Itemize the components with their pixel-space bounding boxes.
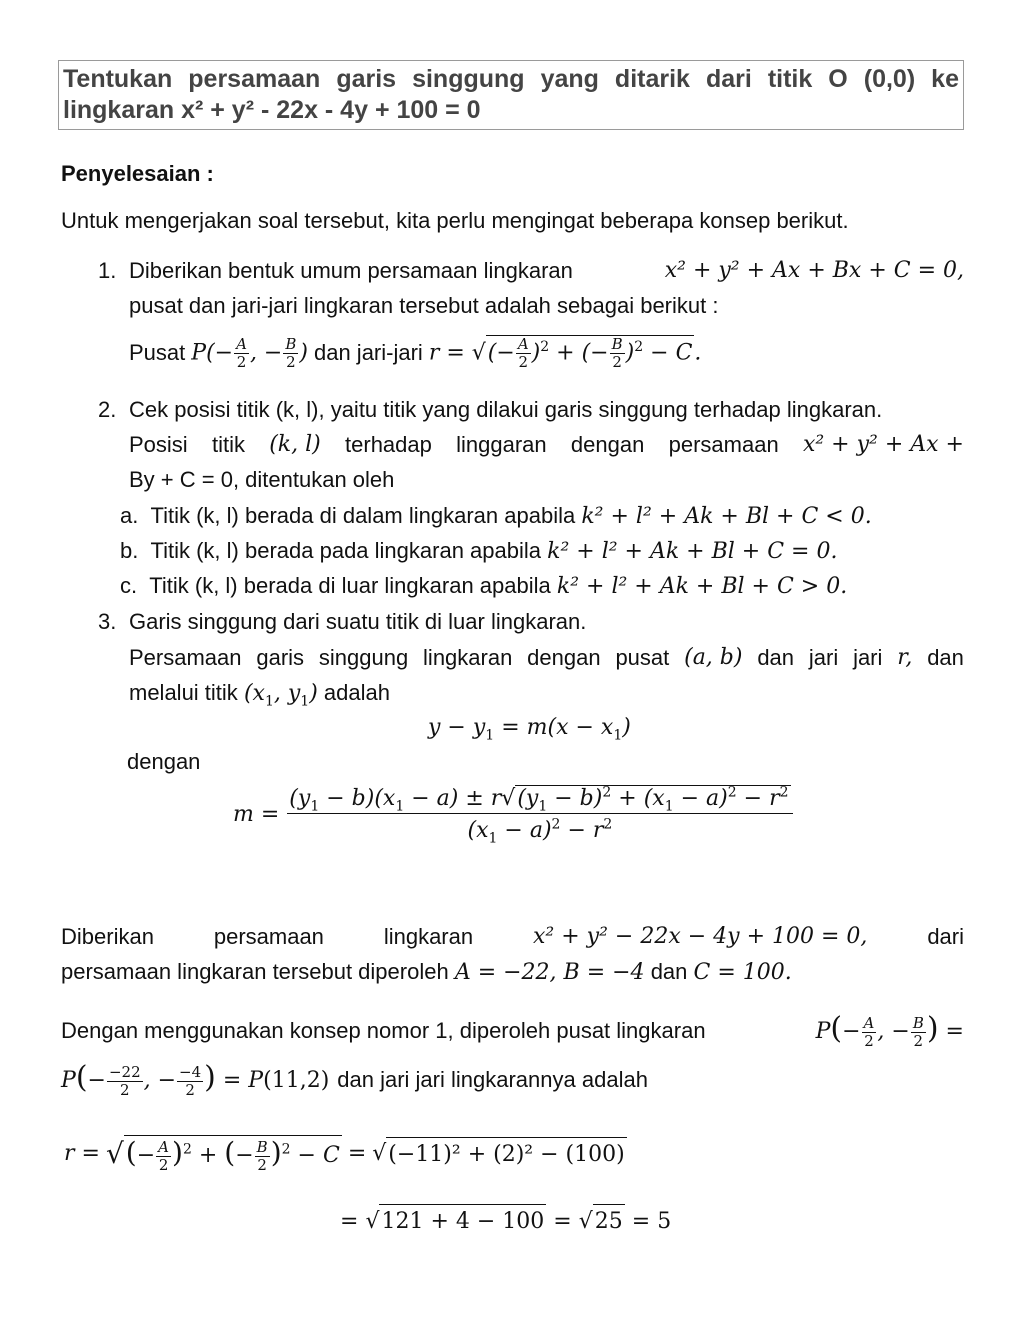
word: singgung <box>318 645 409 670</box>
text: Dengan menggunakan konsep nomor 1, diperoleh pusat lingkaran <box>61 1017 706 1043</box>
text: dan <box>650 959 688 984</box>
radius-sqrt25: 25 <box>593 1204 625 1239</box>
concept-1-general-equation: x² + y² + Ax + Bx + C = 0, <box>664 258 964 283</box>
text: adalah <box>323 680 390 705</box>
word: lingkaran <box>423 645 513 670</box>
subitem-c <box>120 569 847 604</box>
word: pusat <box>615 645 670 670</box>
intro-text: Untuk mengerjakan soal tersebut, kita perlu mengingat beberapa konsep berikut. <box>61 208 849 233</box>
given-line-1 <box>61 920 964 954</box>
problem-line-1: Tentukan persamaan garis singgung yang ditarik dari titik O (0,0) ke <box>63 65 959 93</box>
word: persamaan <box>213 924 324 949</box>
radius-formula: r = √(− $\frac{A}{2}$ )$^2$ + (− $\frac{B}{2}$ )$^2$ − C. <box>428 335 702 371</box>
word: dan <box>927 645 964 670</box>
radius-line-2: = √121 + 4 − 100 = √25 = 5 <box>340 1204 671 1239</box>
radius-line-1: r = √ (− $\frac{A}{2}$ )$^2$ + (− $\frac{B}{2}$ )$^2$ − C = √ (−11)² + (2)² − (100) <box>64 1136 625 1174</box>
center-ab: (a, b) <box>684 645 743 670</box>
concept-3-line-2 <box>129 641 964 675</box>
circle-equation: x² + y² − 22x − 4y + 100 = 0, <box>533 924 868 949</box>
concept-1-line-1 <box>129 254 964 288</box>
point-x1y1: ($x_1$, $y_1$) <box>243 681 318 710</box>
concept-3-line-3 <box>129 676 390 711</box>
center-formula: P(− $\frac{A}{2}$ , − $\frac{B}{2}$ ) <box>191 334 308 371</box>
word: dengan <box>527 645 601 670</box>
subitem-math: k² + l² + Ak + Bl + C < 0. <box>581 504 872 529</box>
radius-r: r, <box>897 645 913 670</box>
radius-result: = 5 <box>631 1209 672 1234</box>
subitem-text: Titik (k, l) berada di dalam lingkaran apabila <box>150 503 576 528</box>
subitem-letter: a. <box>120 503 139 528</box>
concept-2-line-3: By + C = 0, ditentukan oleh <box>129 467 395 492</box>
concept-3-line-1: Garis singgung dari suatu titik di luar lingkaran. <box>129 609 587 634</box>
center-formula-general: P(− $\frac{A}{2}$ , − $\frac{B}{2}$ ) = <box>815 1011 964 1050</box>
given-line-2 <box>61 955 792 990</box>
text: dan jari jari lingkarannya adalah <box>337 1066 648 1092</box>
word: Posisi <box>129 432 188 457</box>
subitem-math: k² + l² + Ak + Bl + C = 0. <box>547 539 838 564</box>
word: jari <box>853 645 883 670</box>
word: dari <box>927 924 964 949</box>
concept-1-number: 1. <box>98 258 117 283</box>
coefficients-ab: A = −22, B = −4 <box>454 960 645 985</box>
subitem-text: Titik (k, l) berada pada lingkaran apabila <box>150 538 541 563</box>
solution-heading: Penyelesaian : <box>61 161 214 186</box>
problem-statement <box>58 60 964 130</box>
center-line-1 <box>61 1012 964 1050</box>
word: garis <box>256 645 305 670</box>
subitem-math: k² + l² + Ak + Bl + C > 0. <box>556 574 848 599</box>
concept-1-line-2: pusat dan jari-jari lingkaran tersebut adalah sebagai berikut : <box>129 293 719 318</box>
tangent-line-equation: $y - y_1 = m(x - x_1)$ <box>428 715 631 744</box>
subitem-letter: c. <box>120 573 138 598</box>
word: titik <box>211 432 245 457</box>
word: linggaran <box>456 432 547 457</box>
text: melalui titik <box>129 680 238 705</box>
word: terhadap <box>345 432 432 457</box>
point-kl: (k, l) <box>269 432 321 457</box>
connector-text: dengan <box>127 749 201 774</box>
word: Persamaan <box>129 645 242 670</box>
coefficient-c: C = 100. <box>693 960 792 985</box>
concept-2-line-2 <box>129 428 964 462</box>
subitem-letter: b. <box>120 538 139 563</box>
concept-3-number: 3. <box>98 609 117 634</box>
word: Diberikan <box>61 924 154 949</box>
center-label: Pusat <box>129 340 186 365</box>
gradient-formula: m = $\frac{(y_1 - b)(x_1 - a) \pm r√(y_1 - b)^2 + (x_1 - a)^2 - r^2}{(x_1 - a)^2 - r^2}$ <box>233 785 793 843</box>
word: lingkaran <box>383 924 474 949</box>
subitem-text: Titik (k, l) berada di luar lingkaran apabila <box>149 573 551 598</box>
text: persamaan lingkaran tersebut diperoleh <box>61 959 449 984</box>
subitem-a <box>120 499 872 534</box>
subitem-b <box>120 534 837 569</box>
radius-substituted: (−11)² + (2)² − (100) <box>386 1137 626 1172</box>
center-line-2 <box>61 1061 648 1099</box>
word: persamaan <box>668 432 779 457</box>
concept-1-text: Diberikan bentuk umum persamaan lingkaran <box>129 258 573 283</box>
radius-label: dan jari-jari <box>313 340 423 365</box>
word: jari <box>808 645 839 670</box>
problem-line-2: lingkaran x² + y² - 22x - 4y + 100 = 0 <box>63 96 481 124</box>
concept-2-number: 2. <box>98 397 117 422</box>
concept-2-line-1: Cek posisi titik (k, l), yaitu titik yang dilakui garis singgung terhadap lingkaran. <box>129 397 883 422</box>
word: dan <box>757 645 795 670</box>
center-formula-substituted: P(− $\frac{-22}{2}$ , − $\frac{-4}{2}$ ) = P(11,2) <box>61 1060 330 1099</box>
radius-sum: 121 + 4 − 100 <box>379 1204 546 1239</box>
equation-part: x² + y² + Ax + <box>802 432 964 457</box>
concept-1-formulas <box>129 335 701 371</box>
word: dengan <box>570 432 645 457</box>
